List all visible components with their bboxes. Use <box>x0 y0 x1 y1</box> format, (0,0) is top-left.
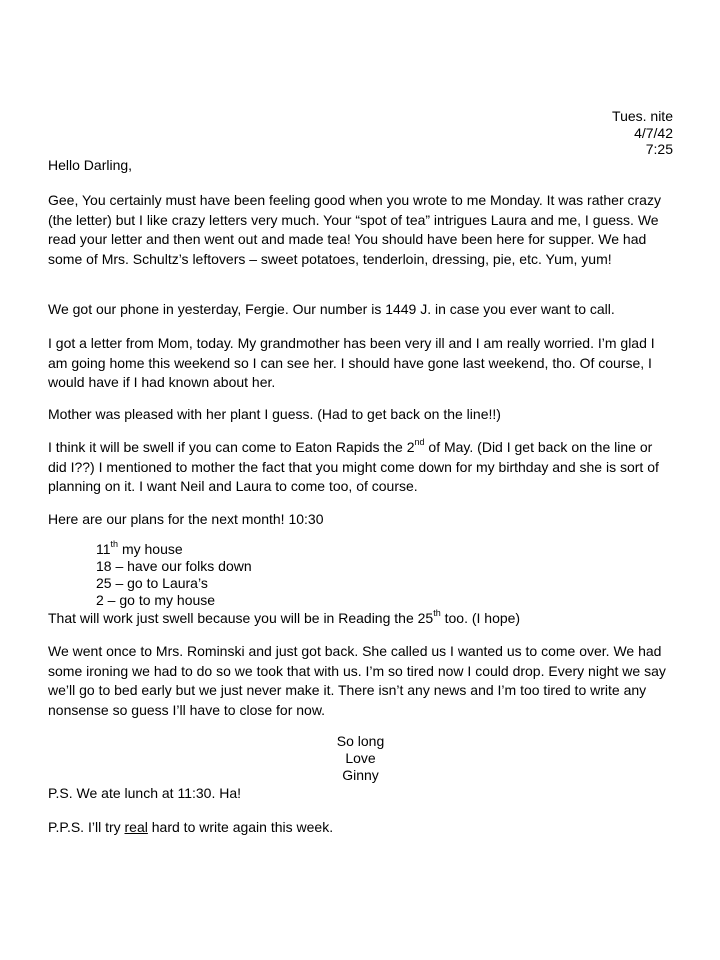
closing-line-2: Love <box>345 750 376 766</box>
plans-list <box>96 541 252 609</box>
closing <box>48 733 673 784</box>
dateline-day: Tues. nite <box>612 108 673 124</box>
paragraph-8: We went once to Mrs. Rominski and just got back. She called us I wanted us to come over. We had some ironing we had to do so we took that with us. I’m so tired now I could drop. Every night we say we’ll go to bed early but we just never make it. There isn’t any news and I’m too tired to write any nonsense so guess I’ll have to close for now. <box>48 643 666 718</box>
underlined-word: real <box>124 819 148 835</box>
paragraph-2: We got our phone in yesterday, Fergie. Our number is 1449 J. in case you ever want to call. <box>48 301 615 317</box>
plan-item: 18 – have our folks down <box>96 558 252 574</box>
dateline-time: 7:25 <box>645 141 673 157</box>
dateline-date: 4/7/42 <box>634 124 673 141</box>
paragraph-5 <box>48 438 673 497</box>
dateline <box>612 108 673 158</box>
signature: Ginny <box>342 767 379 783</box>
plan-item: 11th my house <box>96 539 183 557</box>
paragraph-5-after: of May. (Did I get back on the line or did I??) I mentioned to mother the fact that you might come down for my birthday and she is sort of planning on it. I want Neil and Laura to come too, of course. <box>48 439 659 494</box>
postscript: P.S. We ate lunch at 11:30. Ha! <box>48 785 242 801</box>
plan-item: 25 – go to Laura’s <box>96 575 208 591</box>
closing-line-1: So long <box>336 733 385 749</box>
paragraph-5-before: I think it will be swell if you can come to Eaton Rapids the 2 <box>48 439 415 455</box>
salutation: Hello Darling, <box>48 157 133 173</box>
paragraph-3: I got a letter from Mom, today. My grandmother has been very ill and I am really worried. I’m glad I am going home this weekend so I can see her. I should have gone last weekend, tho. Of course, I would have if I had known about her. <box>48 335 655 390</box>
paragraph-1: Gee, You certainly must have been feeling good when you wrote to me Monday. It was rather crazy (the letter) but I like crazy letters very much. Your “spot of tea” intrigues Laura and me, I guess. We read your letter and then went out and made tea! You should have been here for supper. We had some of Mrs. Schultz’s leftovers – sweet potatoes, tenderloin, dressing, pie, etc. Yum, yum! <box>48 192 661 267</box>
post-postscript: P.P.S. I’ll try real hard to write again this week. <box>48 819 334 835</box>
plan-item: 2 – go to my house <box>96 592 216 608</box>
paragraph-6: Here are our plans for the next month! 10:30 <box>48 511 324 527</box>
paragraph-5-sup: nd <box>414 437 425 448</box>
paragraph-4: Mother was pleased with her plant I guess. (Had to get back on the line!!) <box>48 406 501 422</box>
paragraph-7-sup: th <box>433 608 441 619</box>
paragraph-7: That will work just swell because you will be in Reading the 25th too. (I hope) <box>48 608 521 626</box>
